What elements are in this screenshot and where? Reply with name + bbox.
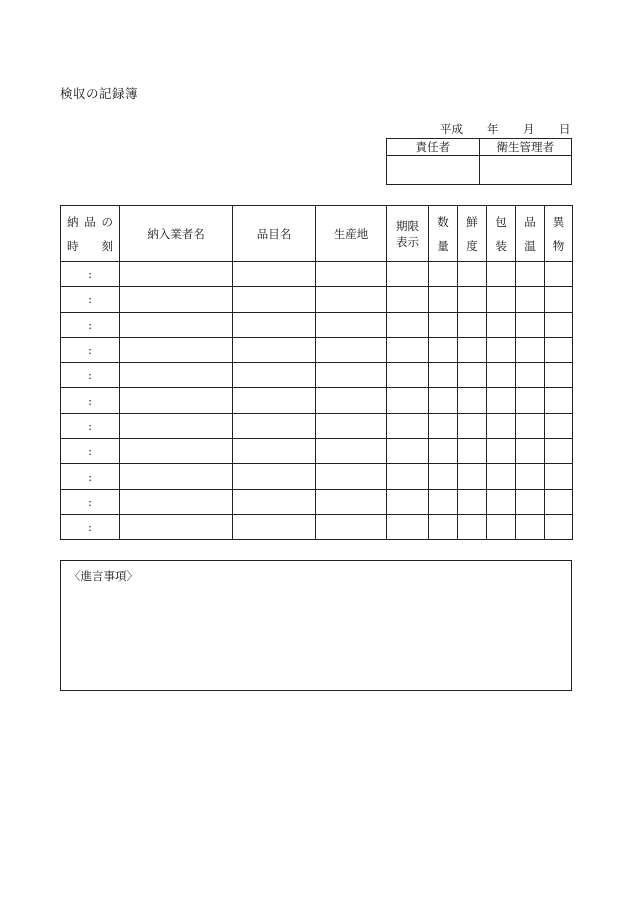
entry-cell[interactable] (545, 413, 573, 438)
entry-cell[interactable] (233, 388, 316, 413)
notes-box[interactable] (60, 560, 572, 691)
entry-cell[interactable] (487, 262, 516, 287)
header-expiry-line: 期限 (396, 218, 419, 233)
header-char: 数 (437, 214, 449, 229)
table-row (61, 363, 573, 388)
table-row (61, 514, 573, 539)
entry-cell[interactable] (487, 439, 516, 464)
time-cell[interactable]: : (61, 337, 120, 362)
entry-cell[interactable] (458, 514, 487, 539)
entry-cell[interactable] (233, 363, 316, 388)
entry-cell[interactable] (316, 413, 387, 438)
entry-cell[interactable] (387, 413, 429, 438)
entry-cell[interactable] (516, 489, 545, 514)
time-cell[interactable]: : (61, 489, 120, 514)
page-title: 検収の記録簿 (60, 86, 139, 101)
header-item: 品目名 (233, 206, 316, 262)
entry-cell[interactable] (120, 489, 233, 514)
entry-cell[interactable] (516, 287, 545, 312)
entry-cell[interactable] (316, 388, 387, 413)
entry-cell[interactable] (233, 413, 316, 438)
entry-cell[interactable] (316, 312, 387, 337)
entry-cell[interactable] (387, 363, 429, 388)
entry-cell[interactable] (487, 489, 516, 514)
entry-cell[interactable] (545, 312, 573, 337)
time-header-char: 時 (67, 238, 79, 253)
header-char: 度 (466, 238, 478, 253)
time-header-char: の (101, 214, 113, 229)
header-char: 包 (495, 214, 507, 229)
entry-cell[interactable] (316, 514, 387, 539)
entry-cell[interactable] (233, 489, 316, 514)
entry-cell[interactable] (545, 464, 573, 489)
entry-cell[interactable] (516, 514, 545, 539)
entry-cell[interactable] (487, 363, 516, 388)
entry-cell[interactable] (516, 388, 545, 413)
entry-cell[interactable] (545, 337, 573, 362)
header-expiry (387, 206, 429, 262)
entry-cell[interactable] (545, 489, 573, 514)
header-char: 物 (552, 238, 565, 253)
time-cell[interactable]: : (61, 363, 120, 388)
table-row (61, 489, 573, 514)
entry-cell[interactable] (429, 262, 458, 287)
entry-cell[interactable] (487, 514, 516, 539)
entry-cell[interactable] (387, 337, 429, 362)
time-cell[interactable]: : (61, 388, 120, 413)
entry-cell[interactable] (545, 262, 573, 287)
entry-cell[interactable] (458, 287, 487, 312)
entry-cell[interactable] (316, 287, 387, 312)
entry-cell[interactable] (120, 287, 233, 312)
entry-cell[interactable] (429, 439, 458, 464)
header-temperature (516, 206, 545, 262)
entry-cell[interactable] (387, 388, 429, 413)
entry-cell[interactable] (545, 388, 573, 413)
entry-cell[interactable] (429, 514, 458, 539)
entry-cell[interactable] (387, 262, 429, 287)
time-cell[interactable]: : (61, 464, 120, 489)
entry-cell[interactable] (120, 413, 233, 438)
entry-cell[interactable] (316, 337, 387, 362)
inspection-log-table (60, 205, 573, 540)
entry-cell[interactable] (487, 312, 516, 337)
entry-cell[interactable] (387, 464, 429, 489)
header-char: 温 (524, 238, 536, 253)
entry-cell[interactable] (516, 413, 545, 438)
entry-cell[interactable] (233, 262, 316, 287)
table-row (61, 464, 573, 489)
entry-cell[interactable] (387, 439, 429, 464)
time-cell[interactable]: : (61, 514, 120, 539)
entry-cell[interactable] (120, 262, 233, 287)
header-quantity (429, 206, 458, 262)
entry-cell[interactable] (487, 464, 516, 489)
entry-cell[interactable] (120, 464, 233, 489)
entry-cell[interactable] (387, 287, 429, 312)
entry-cell[interactable] (429, 312, 458, 337)
entry-cell[interactable] (387, 489, 429, 514)
entry-cell[interactable] (233, 439, 316, 464)
header-char: 異 (552, 214, 565, 229)
entry-cell[interactable] (545, 287, 573, 312)
entry-cell[interactable] (316, 363, 387, 388)
entry-cell[interactable] (120, 439, 233, 464)
header-char: 品 (524, 214, 536, 229)
responsible-label: 責任者 (387, 139, 480, 156)
sanitation-manager-label: 衛生管理者 (479, 139, 572, 156)
entry-cell[interactable] (233, 337, 316, 362)
entry-cell[interactable] (233, 287, 316, 312)
sanitation-manager-stamp-cell[interactable] (479, 156, 572, 185)
entry-cell[interactable] (429, 337, 458, 362)
date-year: 年 (487, 122, 499, 136)
entry-cell[interactable] (545, 514, 573, 539)
entry-cell[interactable] (458, 262, 487, 287)
table-row (61, 262, 573, 287)
header-char: 鮮 (466, 214, 478, 229)
entry-cell[interactable] (233, 312, 316, 337)
entry-cell[interactable] (429, 363, 458, 388)
time-header-char: 品 (84, 214, 96, 229)
entry-cell[interactable] (120, 514, 233, 539)
table-row (61, 312, 573, 337)
signature-box (386, 138, 572, 185)
entry-cell[interactable] (387, 514, 429, 539)
time-cell[interactable]: : (61, 413, 120, 438)
entry-cell[interactable] (458, 312, 487, 337)
table-row (61, 337, 573, 362)
entry-cell[interactable] (458, 388, 487, 413)
entry-cell[interactable] (516, 363, 545, 388)
entry-cell[interactable] (545, 439, 573, 464)
entry-cell[interactable] (316, 262, 387, 287)
entry-cell[interactable] (429, 489, 458, 514)
entry-cell[interactable] (458, 464, 487, 489)
entry-cell[interactable] (233, 514, 316, 539)
notes-label: 〈進言事項〉 (69, 569, 138, 583)
entry-cell[interactable] (387, 312, 429, 337)
date-day: 日 (559, 122, 571, 136)
header-char: 量 (437, 238, 449, 253)
entry-cell[interactable] (120, 337, 233, 362)
entry-cell[interactable] (316, 439, 387, 464)
header-origin: 生産地 (316, 206, 387, 262)
entry-cell[interactable] (487, 413, 516, 438)
entry-cell[interactable] (458, 337, 487, 362)
entry-cell[interactable] (516, 439, 545, 464)
entry-cell[interactable] (516, 262, 545, 287)
entry-cell[interactable] (429, 464, 458, 489)
header-char: 装 (495, 238, 507, 253)
entry-cell[interactable] (458, 413, 487, 438)
entry-cell[interactable] (516, 464, 545, 489)
table-row (61, 388, 573, 413)
entry-cell[interactable] (120, 388, 233, 413)
header-delivery-time (61, 206, 120, 262)
date-month: 月 (523, 122, 535, 136)
entry-cell[interactable] (516, 337, 545, 362)
entry-cell[interactable] (458, 489, 487, 514)
table-row (61, 287, 573, 312)
responsible-stamp-cell[interactable] (387, 156, 480, 185)
entry-cell[interactable] (487, 388, 516, 413)
entry-cell[interactable] (458, 439, 487, 464)
time-header-char: 納 (67, 214, 79, 229)
header-packaging (487, 206, 516, 262)
header-foreign-matter (545, 206, 573, 262)
table-row (61, 413, 573, 438)
entry-cell[interactable] (429, 287, 458, 312)
entry-cell[interactable] (487, 287, 516, 312)
header-freshness (458, 206, 487, 262)
table-row (61, 439, 573, 464)
entry-cell[interactable] (545, 363, 573, 388)
date-era: 平成 (440, 122, 463, 136)
entry-cell[interactable] (487, 337, 516, 362)
header-supplier: 納入業者名 (120, 206, 233, 262)
time-cell[interactable]: : (61, 262, 120, 287)
time-cell[interactable]: : (61, 287, 120, 312)
entry-cell[interactable] (316, 489, 387, 514)
entry-cell[interactable] (120, 363, 233, 388)
time-cell[interactable]: : (61, 439, 120, 464)
time-header-char: 刻 (101, 238, 113, 253)
entry-cell[interactable] (516, 312, 545, 337)
entry-cell[interactable] (316, 464, 387, 489)
entry-cell[interactable] (429, 413, 458, 438)
entry-cell[interactable] (429, 388, 458, 413)
header-expiry-line: 表示 (396, 234, 419, 249)
entry-cell[interactable] (233, 464, 316, 489)
entry-cell[interactable] (458, 363, 487, 388)
time-cell[interactable]: : (61, 312, 120, 337)
entry-cell[interactable] (120, 312, 233, 337)
